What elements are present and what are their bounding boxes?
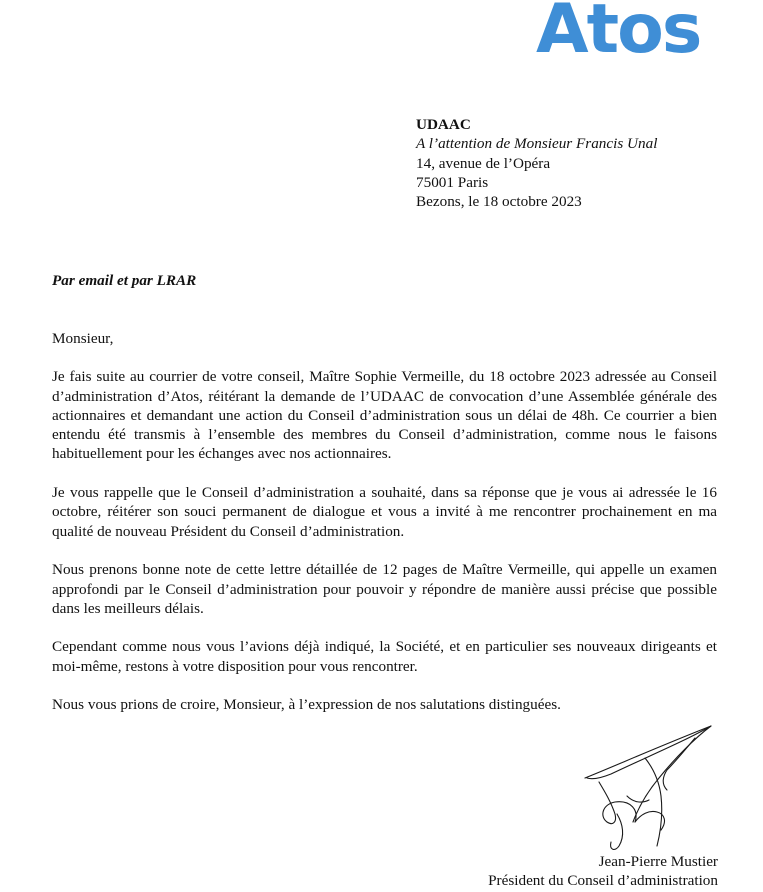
signature-block [488, 852, 718, 891]
paragraph-1: Je fais suite au courrier de votre conseil, Maître Sophie Vermeille, du 18 octobre 2023 adressée au Conseil d’administration d’Atos, réitérant la demande de l’UDAAC de convocation d’une Assemblée générale des actionnaires et demandant une action du Conseil d’administration sous un délai de 48h. Ce courrier a bien entendu été transmis à l’ensemble des membres du Conseil d’administration, comme nous le faisons habituellement pour les échanges avec nos actionnaires. [52, 368, 717, 463]
letter-body [52, 329, 717, 734]
recipient-name: UDAAC [416, 116, 471, 133]
atos-logo-mark [536, 0, 718, 56]
recipient-address [416, 115, 746, 211]
place-date: Bezons, le 18 octobre 2023 [416, 193, 582, 211]
signer-name: Jean-Pierre Mustier [598, 853, 718, 870]
salutation: Monsieur, [52, 330, 114, 347]
handwritten-signature [575, 718, 725, 864]
recipient-street: 14, avenue de l’Opéra [416, 154, 551, 172]
atos-logo [536, 0, 718, 56]
paragraph-2: Je vous rappelle que le Conseil d’administration a souhaité, dans sa réponse que je vous ai adressée le 16 octobre, réitérer son souci permanent de dialogue et vous a invité à me rencontrer prochainement en ma qualité de nouveau Président du Conseil d’administration. [52, 484, 717, 540]
paragraph-3: Nous prenons bonne note de cette lettre détaillée de 12 pages de Maître Vermeille, qui appelle un examen approfondi par le Conseil d’administration pour pouvoir y répondre de manière aussi précise que possible dans les meilleurs délais. [52, 561, 717, 617]
delivery-method: Par email et par LRAR [52, 272, 197, 289]
closing-paragraph: Nous vous prions de croire, Monsieur, à l’expression de nos salutations distinguées. [52, 696, 561, 714]
svg-text:Atos: Atos [536, 0, 701, 56]
recipient-attention: A l’attention de Monsieur Francis Unal [416, 135, 658, 153]
signer-title: Président du Conseil d’administration [488, 872, 718, 890]
paragraph-4: Cependant comme nous vous l’avions déjà indiqué, la Société, et en particulier ses nouveaux dirigeants et moi-même, restons à votre disposition pour vous rencontrer. [52, 638, 717, 675]
recipient-city: 75001 Paris [416, 173, 489, 191]
